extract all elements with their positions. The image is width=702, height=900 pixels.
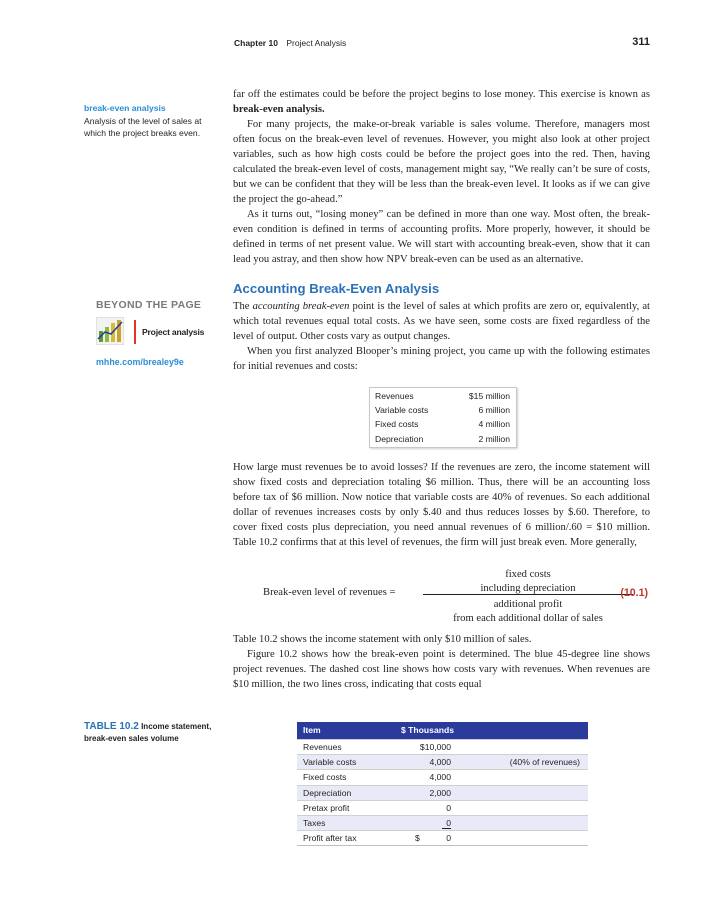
section-label: Project Analysis (286, 38, 347, 48)
paragraph-1-text: far off the estimates could be before the project begins to lose money. This exercise is known as (233, 89, 650, 100)
break-even-formula (233, 568, 650, 630)
row-value-underlined (393, 816, 451, 830)
table-row (297, 785, 588, 800)
row-value: 0 (446, 802, 451, 813)
column-header-thousands: $ Thousands (401, 725, 455, 735)
row-item: Profit after tax (303, 833, 357, 844)
beyond-the-page-title: BEYOND THE PAGE (96, 299, 202, 311)
denominator-line-1: additional profit (493, 599, 563, 610)
paragraph-4-pre: The (233, 301, 253, 312)
row-value: 4,000 (429, 757, 451, 768)
estimate-row (370, 432, 516, 446)
estimate-label: Depreciation (375, 433, 424, 444)
beyond-the-page-box[interactable] (96, 317, 216, 345)
estimate-row (370, 403, 516, 417)
fraction-bar (423, 594, 633, 595)
equation-number: (10.1) (620, 587, 648, 599)
break-even-paragraphs (233, 299, 650, 374)
paragraph-3: As it turns out, “losing money” can be defined in more than one way. Most often, the break-even condition is defined in terms of accounting profits. More properly, however, it should be defined in terms of net present value. We will start with accounting break-even, show that it can lead you astray, and then show how NPV break-even can be used as an alternative. (233, 209, 650, 265)
row-item: Depreciation (303, 787, 352, 798)
table-row (297, 769, 588, 784)
row-item: Pretax profit (303, 802, 350, 813)
margin-term: break-even analysis (84, 103, 166, 113)
formula-lhs: Break-even level of revenues = (263, 587, 396, 598)
row-value: 0 (446, 833, 451, 844)
table-row (297, 830, 588, 845)
chapter-label: Chapter 10 (234, 38, 278, 48)
closing-paragraphs (233, 632, 650, 692)
table-row (297, 739, 588, 754)
estimate-value: 4 million (478, 419, 510, 430)
project-analysis-icon (96, 317, 124, 345)
row-value: 2,000 (429, 787, 451, 798)
estimates-table (369, 387, 517, 448)
beyond-url-link[interactable]: mhhe.com/brealey9e (96, 357, 184, 367)
red-divider (134, 320, 136, 344)
row-value: 4,000 (429, 772, 451, 783)
table-header-row (297, 722, 588, 739)
estimate-label: Revenues (375, 391, 414, 401)
paragraph-7: Table 10.2 shows the income statement with only $10 million of sales. (233, 634, 532, 645)
estimate-row (370, 417, 516, 431)
estimate-row (370, 389, 516, 403)
paragraph-6-block (233, 460, 650, 550)
section-heading: Accounting Break-Even Analysis (233, 281, 440, 296)
estimate-value: 6 million (478, 405, 510, 416)
income-statement-table (297, 722, 588, 846)
table-number: TABLE 10.2 (84, 721, 139, 732)
row-value: 0 (442, 818, 451, 829)
row-value: $10,000 (419, 742, 451, 752)
table-row (297, 800, 588, 815)
beyond-label: Project analysis (142, 327, 205, 337)
column-header-item: Item (303, 725, 321, 735)
denominator-line-2: from each additional dollar of sales (453, 612, 603, 624)
margin-definition (84, 102, 212, 140)
accounting-break-even-term: accounting break-even (252, 301, 350, 312)
running-header (234, 38, 650, 52)
estimate-value: $15 million (468, 391, 510, 401)
table-row (297, 754, 588, 769)
row-item: Revenues (303, 742, 342, 752)
table-row (297, 815, 588, 830)
estimate-label: Variable costs (375, 405, 429, 416)
intro-paragraphs (233, 87, 650, 267)
formula-denominator (428, 598, 628, 625)
row-item: Taxes (303, 817, 326, 828)
row-note: (40% of revenues) (509, 757, 580, 768)
row-item: Variable costs (303, 757, 357, 768)
paragraph-5: When you first analyzed Blooper’s mining project, you came up with the following estimates for initial revenues and costs: (233, 346, 650, 372)
estimate-label: Fixed costs (375, 419, 419, 430)
table-caption (84, 721, 214, 744)
numerator-line-2: including depreciation (480, 582, 576, 594)
break-even-term: break-even analysis. (233, 104, 325, 115)
paragraph-4-post: point is the level of sales at which profits are zero or, equivalently, at which total revenues equal total costs. As we have seen, some costs are fixed regardless of the level of output. Other costs vary as output changes. (233, 301, 650, 342)
estimate-value: 2 million (478, 433, 510, 444)
paragraph-4 (233, 299, 650, 344)
paragraph-8: Figure 10.2 shows how the break-even point is determined. The blue 45-degree line shows project revenues. The dashed cost line shows how costs vary with revenues. When revenues are $10 million, the two lines cross, indicating that costs equal (233, 649, 650, 690)
row-dollar-sign: $ (415, 833, 420, 844)
row-item: Fixed costs (303, 772, 347, 783)
formula-numerator (428, 568, 628, 595)
page-number: 311 (632, 36, 650, 48)
paragraph-2: For many projects, the make-or-break variable is sales volume. Therefore, managers most often focus on the break-even level of revenues. However, you might also look at other project variables, such as how high costs could be before the project goes into the red. Then, having calculated the break-even level of costs, management might say, “We really can’t be sure of costs, but we can be confident that they will be less than the break-even level. It looks as if we can give the project the go-ahead.” (233, 119, 650, 205)
numerator-line-1: fixed costs (505, 569, 551, 580)
table-caption-text: Income statement, break-even sales volume (84, 722, 212, 743)
margin-definition-text: Analysis of the level of sales at which the project breaks even. (84, 115, 202, 138)
paragraph-6: How large must revenues be to avoid losses? If the revenues are zero, the income statement will show fixed costs and depreciation totaling $6 million. Thus, there will be an accounting loss before tax of $6 million. Now notice that variable costs are 40% of revenues. So each additional dollar of revenues increases costs by only $.40 and thus reduces losses by $.60. Therefore, to cover fixed costs plus depreciation, you need annual revenues of 6 million/.60 = $10 million. Table 10.2 confirms that at this level of revenues, the firm will just break even. More generally, (233, 462, 650, 548)
paragraph-1 (233, 87, 650, 117)
